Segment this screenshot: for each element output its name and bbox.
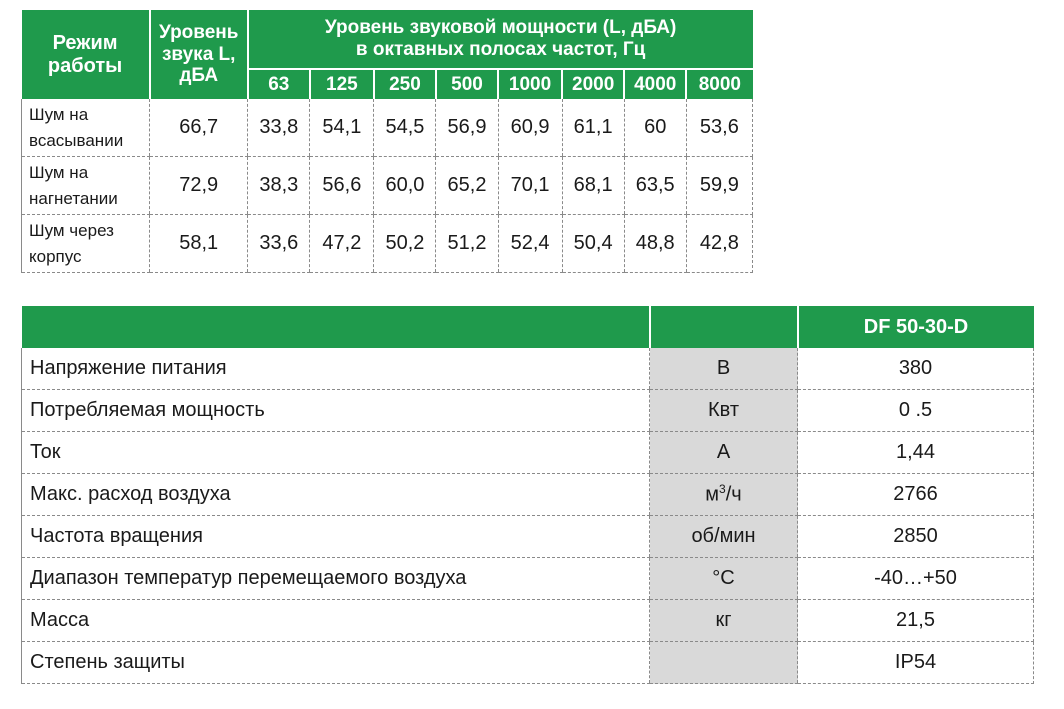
value-cell: 50,2 [374, 215, 436, 273]
table-row [22, 474, 1034, 516]
table-row [22, 390, 1034, 432]
freq-header: 2000 [562, 69, 624, 99]
value-cell: 47,2 [310, 215, 374, 273]
unit-cell: °С [650, 558, 798, 600]
unit-base: м [705, 483, 720, 506]
value-cell: 51,2 [436, 215, 498, 273]
value-cell: 52,4 [498, 215, 562, 273]
value-cell: 63,5 [624, 157, 686, 215]
header-mode: Режим работы [22, 10, 150, 99]
value-cell: -40…+50 [798, 558, 1034, 600]
value-cell: 42,8 [686, 215, 752, 273]
mode-line: корпус [29, 246, 82, 266]
mode-line: Шум на [29, 163, 89, 182]
header-sound-power-line2: в октавных полосах частот, Гц [355, 39, 646, 60]
value-cell: 33,8 [248, 99, 310, 157]
value-cell: 60 [624, 99, 686, 157]
value-cell: 54,1 [310, 99, 374, 157]
value-cell: 21,5 [798, 600, 1034, 642]
value-cell: 60,9 [498, 99, 562, 157]
unit-cell: Квт [650, 390, 798, 432]
param-cell: Потребляемая мощность [22, 390, 650, 432]
table-row [22, 99, 753, 157]
unit-cell: В [650, 348, 798, 390]
value-cell: 0 .5 [798, 390, 1034, 432]
value-cell: 48,8 [624, 215, 686, 273]
freq-header: 250 [374, 69, 436, 99]
value-cell: 2850 [798, 516, 1034, 558]
value-cell: 61,1 [562, 99, 624, 157]
table-row [22, 600, 1034, 642]
header-sound-power [248, 10, 753, 69]
level-cell: 72,9 [150, 157, 248, 215]
mode-line: всасывании [29, 130, 124, 150]
unit-rest: /ч [725, 483, 742, 506]
mode-line: Шум на [29, 105, 89, 124]
header-empty-unit [650, 306, 798, 348]
table-row [22, 432, 1034, 474]
value-cell: IP54 [798, 642, 1034, 684]
freq-header: 500 [436, 69, 498, 99]
value-cell: 38,3 [248, 157, 310, 215]
table-row [22, 157, 753, 215]
param-cell: Частота вращения [22, 516, 650, 558]
mode-cell [22, 215, 150, 273]
mode-cell [22, 157, 150, 215]
mode-line: Шум через [29, 221, 114, 240]
level-cell: 66,7 [150, 99, 248, 157]
unit-cell: А [650, 432, 798, 474]
freq-header: 4000 [624, 69, 686, 99]
freq-header: 1000 [498, 69, 562, 99]
table-row [22, 516, 1034, 558]
param-cell: Ток [22, 432, 650, 474]
value-cell: 59,9 [686, 157, 752, 215]
value-cell: 56,9 [436, 99, 498, 157]
table-row [22, 642, 1034, 684]
value-cell: 54,5 [374, 99, 436, 157]
value-cell: 60,0 [374, 157, 436, 215]
header-sound-level: Уровень звука L, дБА [150, 10, 248, 99]
param-cell: Макс. расход воздуха [22, 474, 650, 516]
value-cell: 50,4 [562, 215, 624, 273]
level-cell: 58,1 [150, 215, 248, 273]
unit-superscript: 3 [719, 482, 726, 497]
freq-header: 8000 [686, 69, 752, 99]
value-cell: 70,1 [498, 157, 562, 215]
table-row [22, 558, 1034, 600]
freq-header: 125 [310, 69, 374, 99]
header-model: DF 50-30-D [798, 306, 1034, 348]
param-cell: Масса [22, 600, 650, 642]
unit-cell [650, 642, 798, 684]
table-row [22, 348, 1034, 390]
mode-cell [22, 99, 150, 157]
unit-cell: об/мин [650, 516, 798, 558]
unit-cell: кг [650, 600, 798, 642]
freq-header: 63 [248, 69, 310, 99]
spec-table [21, 306, 1034, 684]
value-cell: 53,6 [686, 99, 752, 157]
value-cell: 1,44 [798, 432, 1034, 474]
unit-cell [650, 474, 798, 516]
table-row [22, 215, 753, 273]
header-empty-param [22, 306, 650, 348]
value-cell: 380 [798, 348, 1034, 390]
value-cell: 2766 [798, 474, 1034, 516]
value-cell: 33,6 [248, 215, 310, 273]
mode-line: нагнетании [29, 188, 118, 208]
value-cell: 56,6 [310, 157, 374, 215]
header-sound-power-line1: Уровень звуковой мощности (L, дБА) [324, 17, 677, 39]
param-cell: Степень защиты [22, 642, 650, 684]
value-cell: 65,2 [436, 157, 498, 215]
param-cell: Диапазон температур перемещаемого воздуха [22, 558, 650, 600]
param-cell: Напряжение питания [22, 348, 650, 390]
value-cell: 68,1 [562, 157, 624, 215]
noise-table [21, 10, 753, 273]
